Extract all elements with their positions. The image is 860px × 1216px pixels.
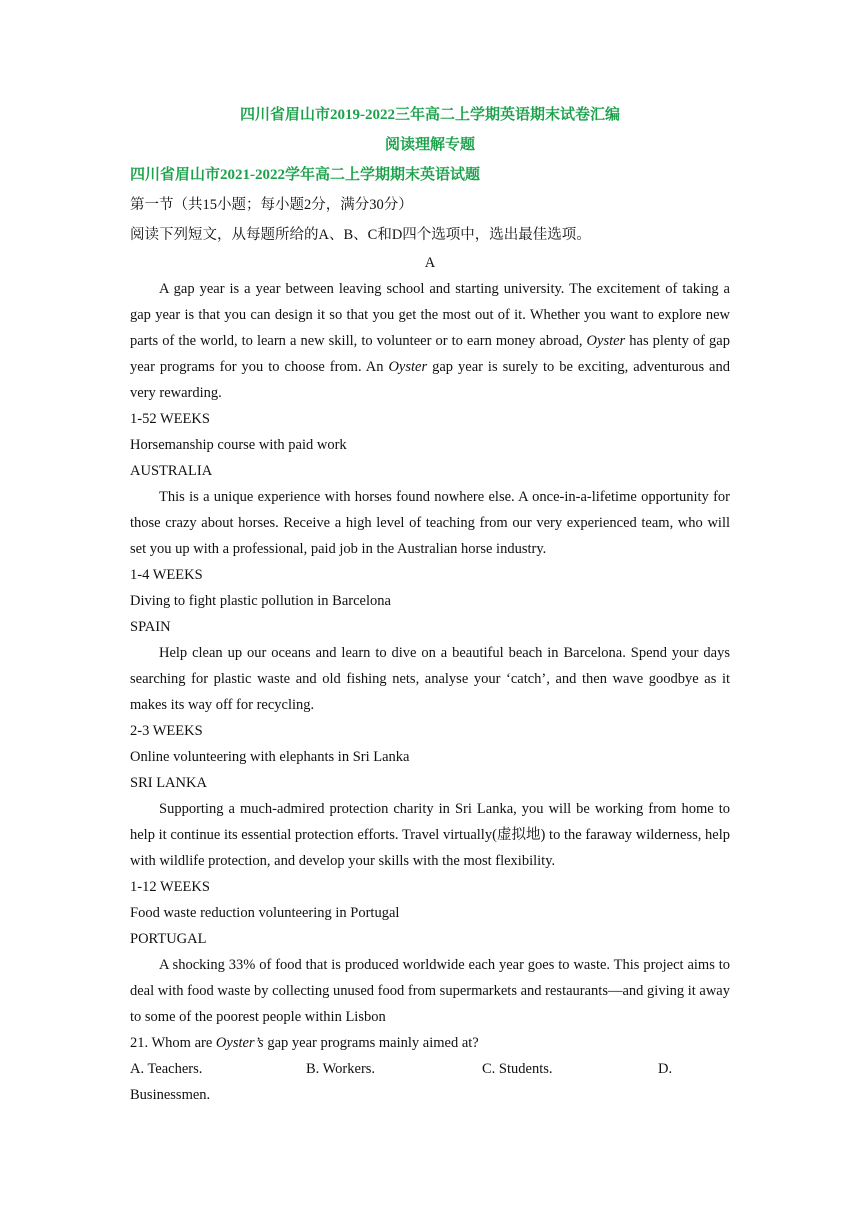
question-suffix: gap year programs mainly aimed at? — [263, 1035, 479, 1051]
program-country: SRI LANKA — [130, 775, 207, 791]
intro-paragraph — [130, 276, 730, 406]
option-d-label: D. — [658, 1061, 673, 1077]
intro-text-2: has plenty of gap year programs for you to choose from. An — [130, 333, 730, 375]
question-stem — [130, 1030, 730, 1056]
brand-name: Oyster — [586, 333, 626, 349]
program-description: This is a unique experience with horses found nowhere else. A once-in-a-lifetime opportunity for those crazy about horses. Receive a high level of teaching from our very experienced team, who will set you up with a professional, paid job in the Australian horse industry. — [130, 489, 730, 557]
document-page — [130, 100, 730, 1108]
program-description: A shocking 33% of food that is produced worldwide each year goes to waste. This project aims to deal with food waste by collecting unused food from supermarkets and restaurants—and giving it away to some of the poorest people within Lisbon — [130, 957, 730, 1025]
direction-instruction: 阅读下列短文，从每题所给的A、B、C和D四个选项中，选出最佳选项。 — [130, 227, 591, 243]
option-c: C. Students. — [482, 1061, 553, 1077]
question-prefix: 21. Whom are — [130, 1035, 216, 1051]
part-instruction: 第一节（共15小题；每小题2分，满分30分） — [130, 197, 413, 213]
main-title: 四川省眉山市2019-2022三年高二上学期英语期末试卷汇编 — [240, 107, 620, 123]
program-country: PORTUGAL — [130, 931, 207, 947]
program-duration: 2-3 WEEKS — [130, 723, 203, 739]
program-description: Supporting a much-admired protection charity in Sri Lanka, you will be working from home to help it continue its essential protection efforts. Travel virtually(虚拟地) to the faraway wilderness, help with wildlife protection, and develop your skills with the most flexibility. — [130, 801, 730, 869]
program-duration: 1-52 WEEKS — [130, 411, 210, 427]
brand-name: Oyster’s — [215, 1035, 264, 1051]
option-d-text: Businessmen. — [130, 1087, 211, 1103]
program-name: Horsemanship course with paid work — [130, 437, 347, 453]
program-duration: 1-4 WEEKS — [130, 567, 203, 583]
option-b: B. Workers. — [306, 1061, 376, 1077]
intro-text-3: gap year is surely to be exciting, adventurous and very rewarding. — [130, 359, 730, 401]
program-description: Help clean up our oceans and learn to dive on a beautiful beach in Barcelona. Spend your days searching for plastic waste and old fishing nets, analyse your ‘catch’, and then wave goodbye as it makes its way off for recycling. — [130, 645, 730, 713]
program-duration: 1-12 WEEKS — [130, 879, 210, 895]
brand-name: Oyster — [388, 359, 428, 375]
program-country: AUSTRALIA — [130, 463, 213, 479]
program-name: Diving to fight plastic pollution in Barcelona — [130, 593, 391, 609]
sub-title: 阅读理解专题 — [384, 137, 475, 153]
section-title: 四川省眉山市2021-2022学年高二上学期期末英语试题 — [130, 167, 480, 183]
program-country: SPAIN — [130, 619, 171, 635]
program-name: Online volunteering with elephants in Sri Lanka — [130, 749, 410, 765]
intro-text-1: A gap year is a year between leaving school and starting university. The excitement of taking a gap year is that you can design it so that you get the most out of it. Whether you want to explore new parts of the world, to learn a new skill, to volunteer or to earn money abroad, — [130, 281, 730, 349]
program-name: Food waste reduction volunteering in Portugal — [130, 905, 400, 921]
answer-options — [130, 1056, 730, 1082]
passage-label: A — [424, 255, 436, 271]
option-a: A. Teachers. — [130, 1061, 203, 1077]
